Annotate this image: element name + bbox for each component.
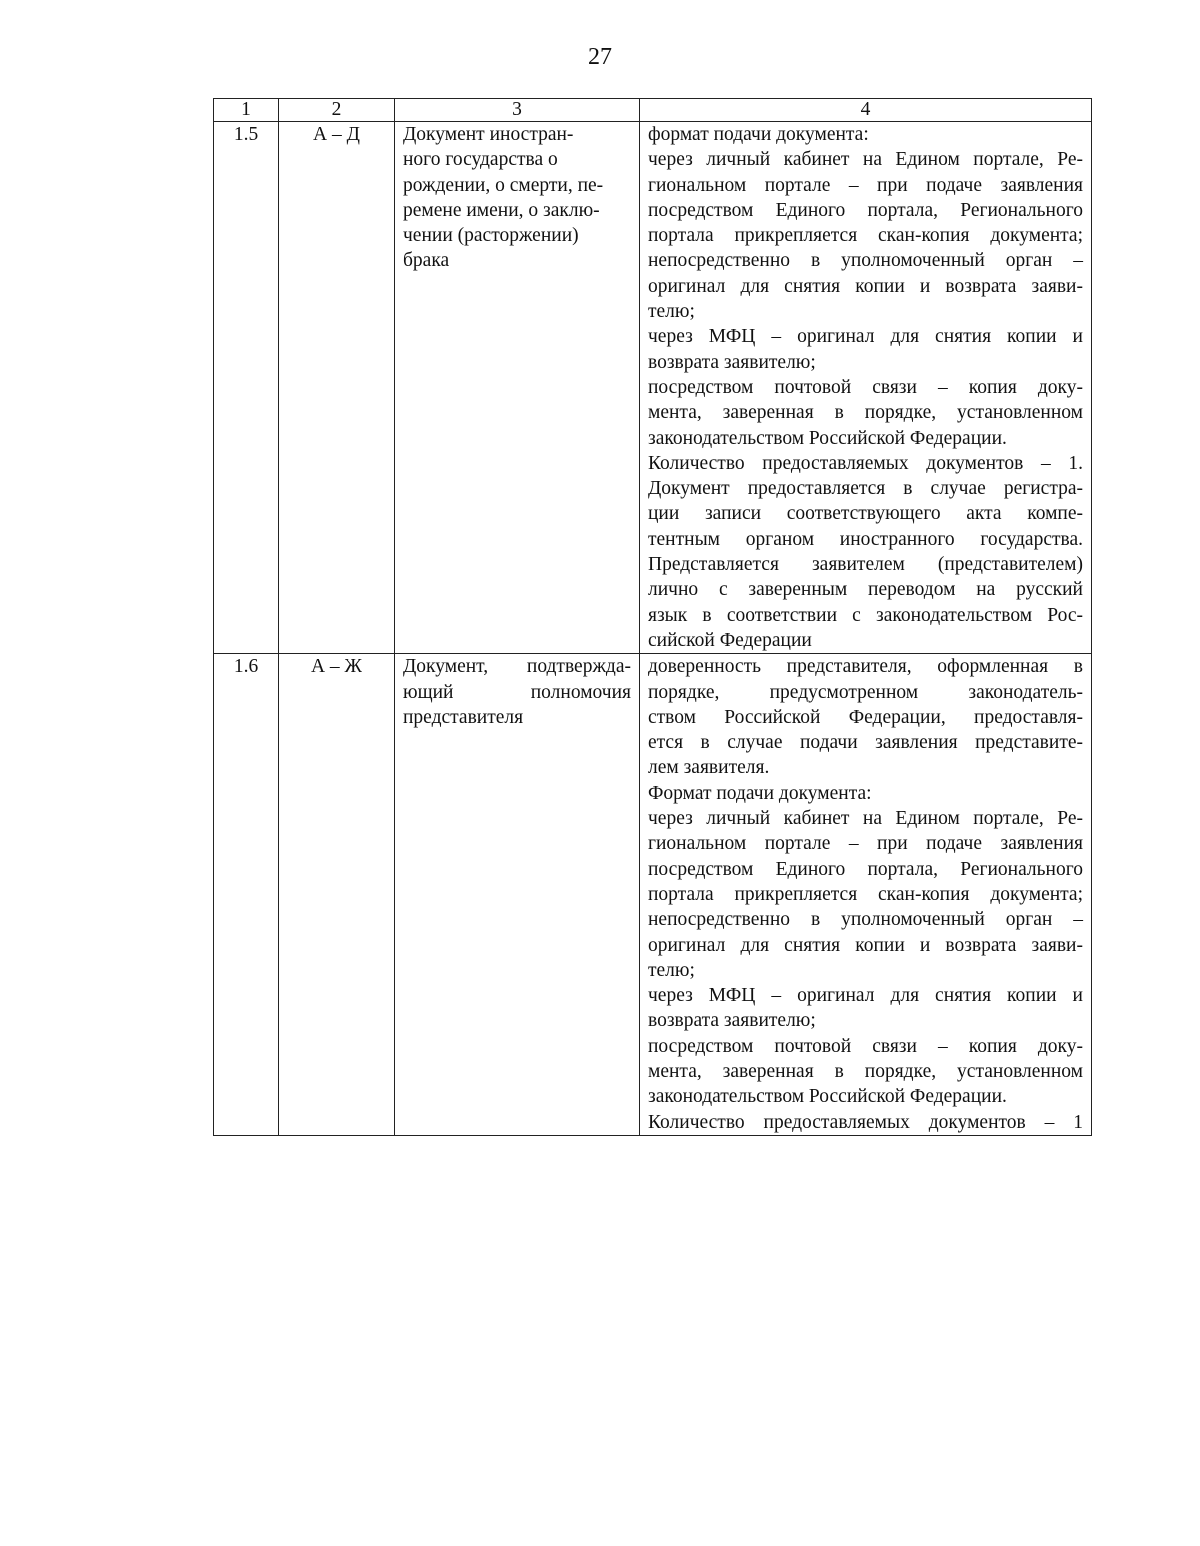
header-cell-2: 2: [279, 99, 395, 122]
document-name-line: Документ, подтвержда-: [403, 656, 631, 678]
document-description-line: Формат подачи документа:: [648, 782, 872, 804]
document-description-line: мента, заверенная в порядке, установленном: [648, 402, 1083, 424]
header-cell-3: 3: [395, 99, 640, 122]
document-name-line: рождении, о смерти, пе-: [403, 174, 604, 196]
row-code: А – Д: [279, 122, 395, 654]
page-number: 27: [588, 44, 612, 70]
document-name-cell: [395, 122, 640, 654]
document-description-line: непосредственно в уполномоченный орган –: [648, 250, 1083, 272]
document-description-line: возврата заявителю;: [648, 1010, 816, 1032]
document-description-line: посредством почтовой связи – копия доку-: [648, 1035, 1083, 1057]
document-description-line: посредством почтовой связи – копия доку-: [648, 376, 1083, 398]
document-description-line: лично с заверенным переводом на русский: [648, 579, 1083, 601]
document-description-line: возврата заявителю;: [648, 351, 816, 373]
document-description-line: через личный кабинет на Едином портале, Ре-: [648, 808, 1083, 830]
document-description-line: сийской Федерации: [648, 629, 812, 651]
document-description-line: через личный кабинет на Едином портале, Ре-: [648, 149, 1083, 171]
document-description-line: телю;: [648, 301, 695, 323]
document-description-line: ством Российской Федерации, предоставля-: [648, 706, 1083, 728]
document-description-line: доверенность представителя, оформленная в: [648, 656, 1083, 678]
table-header-row: [214, 99, 1092, 122]
document-name-line: Документ иностран-: [403, 124, 574, 145]
document-name-line: чении (расторжении): [403, 225, 579, 247]
document-description-line: порядке, предусмотренном законодатель-: [648, 681, 1083, 703]
document-table: [213, 98, 1092, 1136]
document-description-line: ции записи соответствующего акта компе-: [648, 503, 1083, 525]
document-description-line: портала прикрепляется скан-копия документа;: [648, 225, 1083, 247]
document-description-line: Представляется заявителем (представителем): [648, 554, 1083, 576]
row-number: 1.5: [214, 122, 279, 654]
document-description-line: Количество предоставляемых документов – 1.: [648, 452, 1083, 474]
table-row: [214, 122, 1092, 654]
row-number: 1.6: [214, 654, 279, 1136]
document-name-cell: [395, 654, 640, 1136]
document-description-cell: [640, 654, 1092, 1136]
document-name-line: ремене имени, о заклю-: [403, 199, 600, 221]
document-description-line: Количество предоставляемых документов – 1: [648, 1111, 1083, 1133]
document-description-line: через МФЦ – оригинал для снятия копии и: [648, 985, 1083, 1007]
document-description-line: посредством Единого портала, Регионального: [648, 858, 1083, 880]
row-code: А – Ж: [279, 654, 395, 1136]
table-row: [214, 654, 1092, 1136]
document-description-cell: [640, 122, 1092, 654]
document-description-line: через МФЦ – оригинал для снятия копии и: [648, 326, 1083, 348]
header-cell-1: 1: [214, 99, 279, 122]
document-description-line: язык в соответствии с законодательством Рос-: [648, 604, 1083, 626]
header-cell-4: 4: [640, 99, 1092, 122]
document-name-line: брака: [403, 250, 450, 272]
document-description-line: гиональном портале – при подаче заявления: [648, 174, 1083, 196]
document-description-line: оригинал для снятия копии и возврата заяви-: [648, 275, 1083, 297]
document-description-line: формат подачи документа:: [648, 124, 869, 145]
document-description-line: оригинал для снятия копии и возврата заяви-: [648, 934, 1083, 956]
document-description-line: портала прикрепляется скан-копия документа;: [648, 883, 1083, 905]
document-description-line: тентным органом иностранного государства.: [648, 528, 1083, 550]
document-name-line: представителя: [403, 706, 524, 728]
document-description-line: законодательством Российской Федерации.: [648, 1086, 1007, 1108]
document-description-line: лем заявителя.: [648, 757, 770, 779]
document-description-line: Документ предоставляется в случае регистра-: [648, 478, 1083, 500]
document-description-line: посредством Единого портала, Регионального: [648, 199, 1083, 221]
document-description-line: телю;: [648, 959, 695, 981]
document-description-line: законодательством Российской Федерации.: [648, 427, 1007, 449]
document-description-line: непосредственно в уполномоченный орган –: [648, 909, 1083, 931]
document-name-line: ного государства о: [403, 149, 558, 171]
document-description-line: ется в случае подачи заявления представите-: [648, 732, 1083, 754]
document-description-line: мента, заверенная в порядке, установленном: [648, 1060, 1083, 1082]
document-description-line: гиональном портале – при подаче заявления: [648, 833, 1083, 855]
document-name-line: ющий полномочия: [403, 681, 631, 703]
